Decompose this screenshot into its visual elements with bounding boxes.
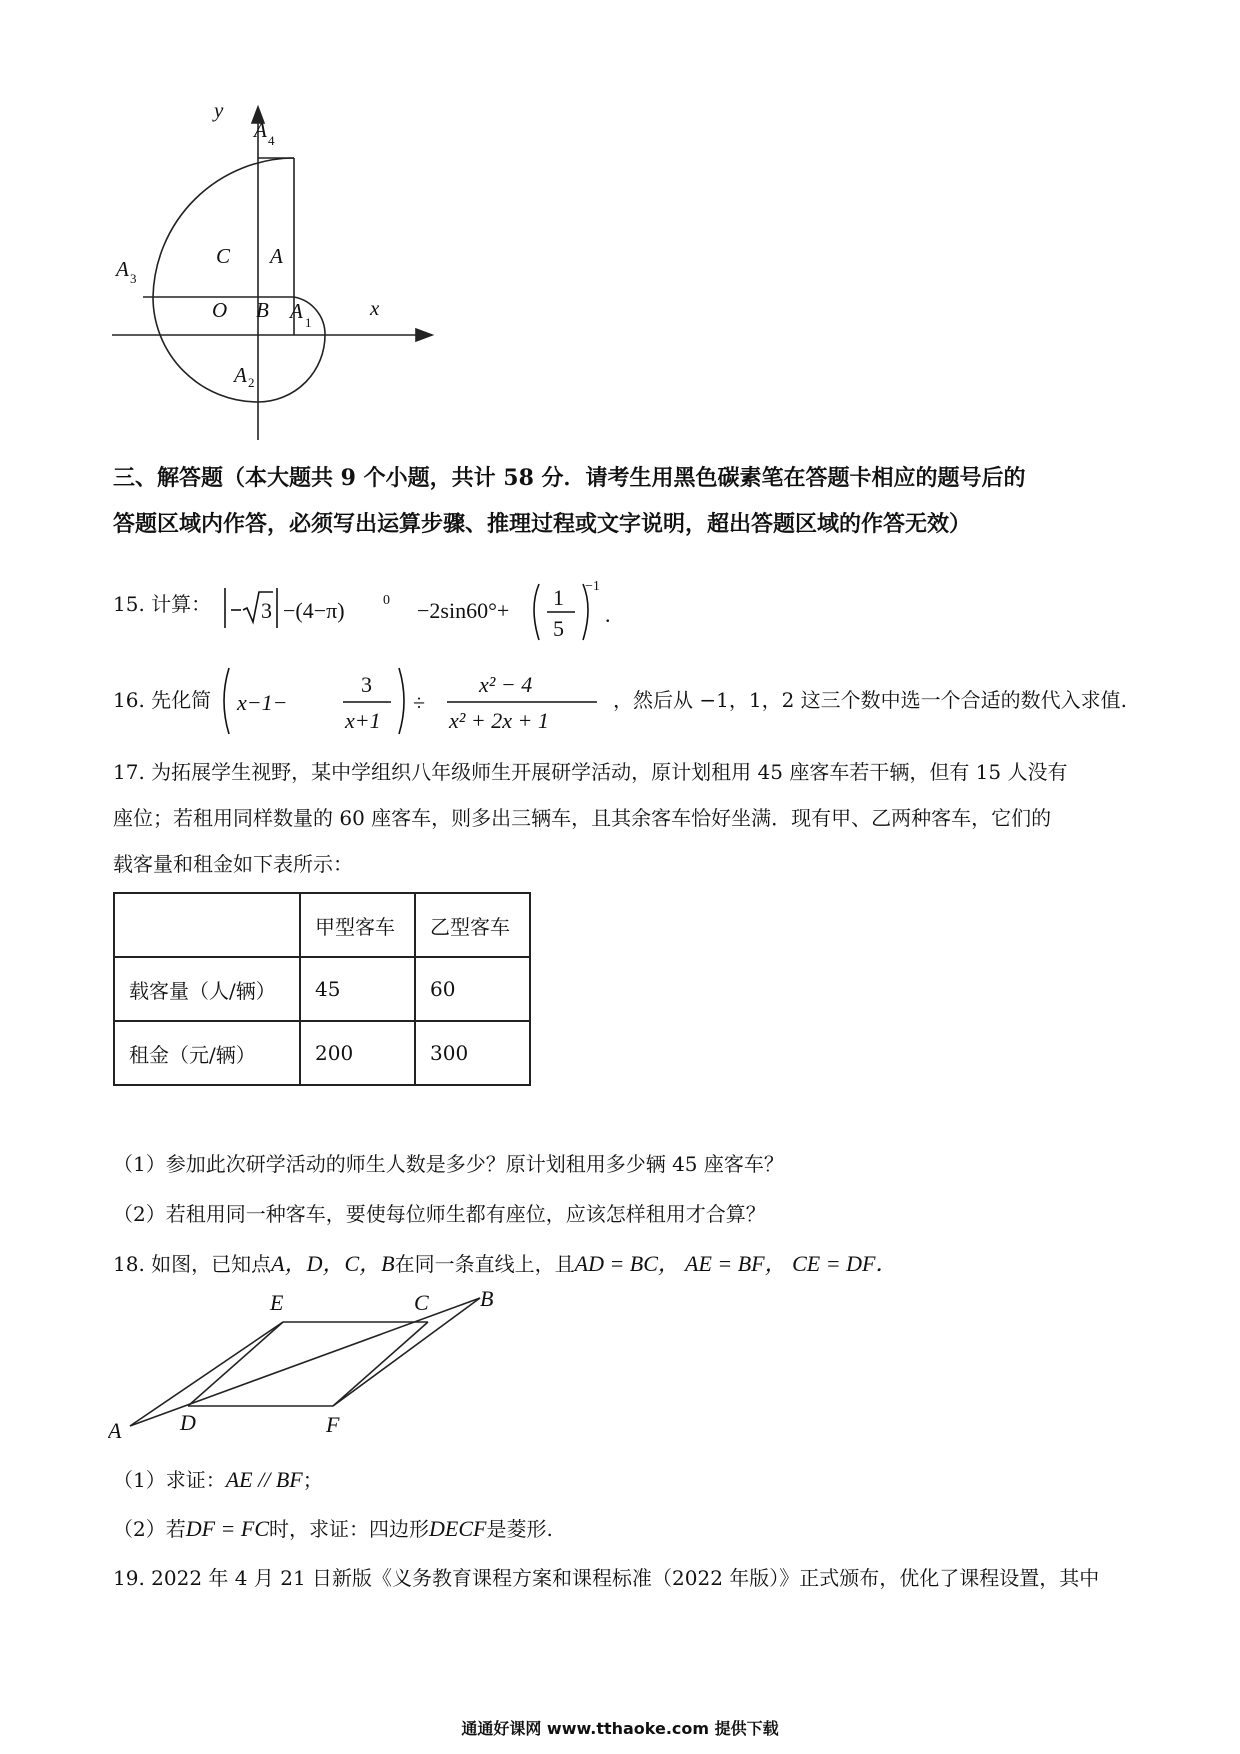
label-a: A	[270, 244, 283, 268]
label-a2-sub: 2	[248, 375, 255, 390]
q17-line2: 座位；若租用同样数量的 60 座客车，则多出三辆车，且其余客车恰好坐满．现有甲、乙两种客车，它们的	[113, 806, 1052, 830]
arc-a3-a4	[153, 158, 294, 297]
table-header-cell: 甲型客车	[300, 893, 415, 957]
q18-sub2-prefix: （2）若	[113, 1517, 186, 1541]
q16-expression	[221, 664, 611, 738]
table-cell: 载客量（人/辆）	[114, 957, 300, 1021]
label-a1-sub: 1	[305, 315, 312, 330]
q18-stem-prefix: 18. 如图，已知点	[113, 1252, 272, 1276]
q15-suffix: .	[605, 602, 611, 627]
q15-exp-neg1: −1	[585, 579, 600, 594]
label-a3-sub: 3	[130, 271, 137, 286]
label-a: A	[108, 1418, 122, 1440]
q16-div: ÷	[413, 690, 426, 715]
label-b: B	[480, 1290, 494, 1311]
q15-part2: −(4−π)	[283, 598, 345, 623]
q15-frac-num: 1	[553, 585, 564, 610]
q18-sub1-math: AE // BF	[225, 1467, 303, 1492]
line-ab	[130, 1298, 480, 1426]
table-cell: 60	[415, 957, 530, 1021]
q17-line3: 载客量和租金如下表所示：	[113, 852, 353, 876]
q18-stem-mid: 在同一条直线上，且	[394, 1252, 575, 1276]
label-d: D	[180, 1410, 196, 1435]
q17-line1: 17. 为拓展学生视野，某中学组织八年级师生开展研学活动，原计划租用 45 座客车若干辆，但有 15 人没有	[113, 760, 1068, 784]
q18-sub1-suffix: ；	[302, 1468, 323, 1492]
q16-frac1-den: x+1	[345, 708, 381, 733]
label-a4-sub: 4	[268, 133, 275, 148]
q18-sub2-math2: DECF	[429, 1516, 487, 1541]
label-x: x	[370, 296, 380, 320]
segment-fb	[333, 1298, 480, 1406]
coordinate-figure	[100, 95, 440, 440]
section-heading-line1: 三、解答题（本大题共 9 个小题，共计 58 分．请考生用黑色碳素笔在答题卡相应的题号后的	[113, 465, 1026, 491]
q16-inner: x−1−	[237, 690, 288, 715]
x-axis-arrow	[416, 329, 432, 341]
question-15	[113, 578, 733, 648]
label-f: F	[326, 1412, 340, 1437]
label-o: O	[212, 298, 228, 322]
label-b: B	[256, 298, 269, 322]
table-row	[114, 1021, 530, 1085]
table-cell: 租金（元/辆）	[114, 1021, 300, 1085]
footer-download-note: 通通好课网 www.tthaoke.com 提供下载	[461, 1719, 779, 1738]
table-header-cell	[114, 893, 300, 957]
q15-prefix: 15. 计算：	[113, 592, 212, 616]
label-a1: A	[290, 299, 303, 323]
rental-table	[113, 892, 531, 1086]
table-cell: 200	[300, 1021, 415, 1085]
q18-sub2-mid: 时，求证：四边形	[269, 1517, 430, 1541]
table-row	[114, 957, 530, 1021]
q16-frac1-num: 3	[361, 672, 372, 697]
arc-a1-a2	[258, 335, 325, 402]
q18-sub1	[113, 1468, 323, 1492]
q18-points: A，D，C，B	[271, 1251, 395, 1276]
q15-exp0: 0	[383, 593, 390, 608]
question-16	[113, 664, 1128, 738]
q16-frac2-num: x² − 4	[479, 672, 533, 697]
segment-ae	[130, 1322, 283, 1426]
q18-sub2	[113, 1517, 553, 1541]
label-y: y	[214, 98, 224, 122]
q15-frac-den: 5	[553, 616, 564, 641]
q18-sub1-prefix: （1）求证：	[113, 1468, 226, 1492]
q16-frac2-den: x² + 2x + 1	[449, 708, 549, 733]
q17-sub2: （2）若租用同一种客车，要使每位师生都有座位，应该怎样租用才合算？	[113, 1202, 766, 1226]
q15-part3: −2sin60°+	[417, 598, 510, 623]
q15-expression	[221, 578, 721, 648]
parallelogram-figure	[108, 1290, 528, 1440]
q18-conditions: AD = BC， AE = BF， CE = DF．	[574, 1251, 898, 1276]
q16-suffix: ，然后从 −1，1，2 这三个数中选一个合适的数代入求值.	[613, 688, 1128, 712]
q19-line1: 19. 2022 年 4 月 21 日新版《义务教育课程方案和课程标准（2022 年版）》正式颁布，优化了课程设置，其中	[113, 1566, 1100, 1590]
table-cell: 45	[300, 957, 415, 1021]
q15-sqrt-arg: 3	[261, 598, 272, 623]
table-header-row	[114, 893, 530, 957]
q17-sub1: （1）参加此次研学活动的师生人数是多少？原计划租用多少辆 45 座客车？	[113, 1152, 784, 1176]
table-header-cell: 乙型客车	[415, 893, 530, 957]
q18-sub2-suffix: 是菱形.	[486, 1517, 553, 1541]
q18-sub2-math1: DF = FC	[185, 1516, 270, 1541]
label-c: C	[216, 244, 231, 268]
label-a4: A	[254, 118, 267, 142]
label-a2: A	[234, 363, 247, 387]
segment-ed	[188, 1322, 283, 1406]
q16-prefix: 16. 先化简	[113, 688, 212, 712]
label-c: C	[414, 1290, 429, 1315]
q18-stem	[113, 1252, 897, 1276]
label-e: E	[270, 1290, 284, 1315]
label-a3: A	[116, 257, 129, 281]
table-cell: 300	[415, 1021, 530, 1085]
section-heading-line2: 答题区域内作答，必须写出运算步骤、推理过程或文字说明，超出答题区域的作答无效）	[113, 511, 972, 537]
